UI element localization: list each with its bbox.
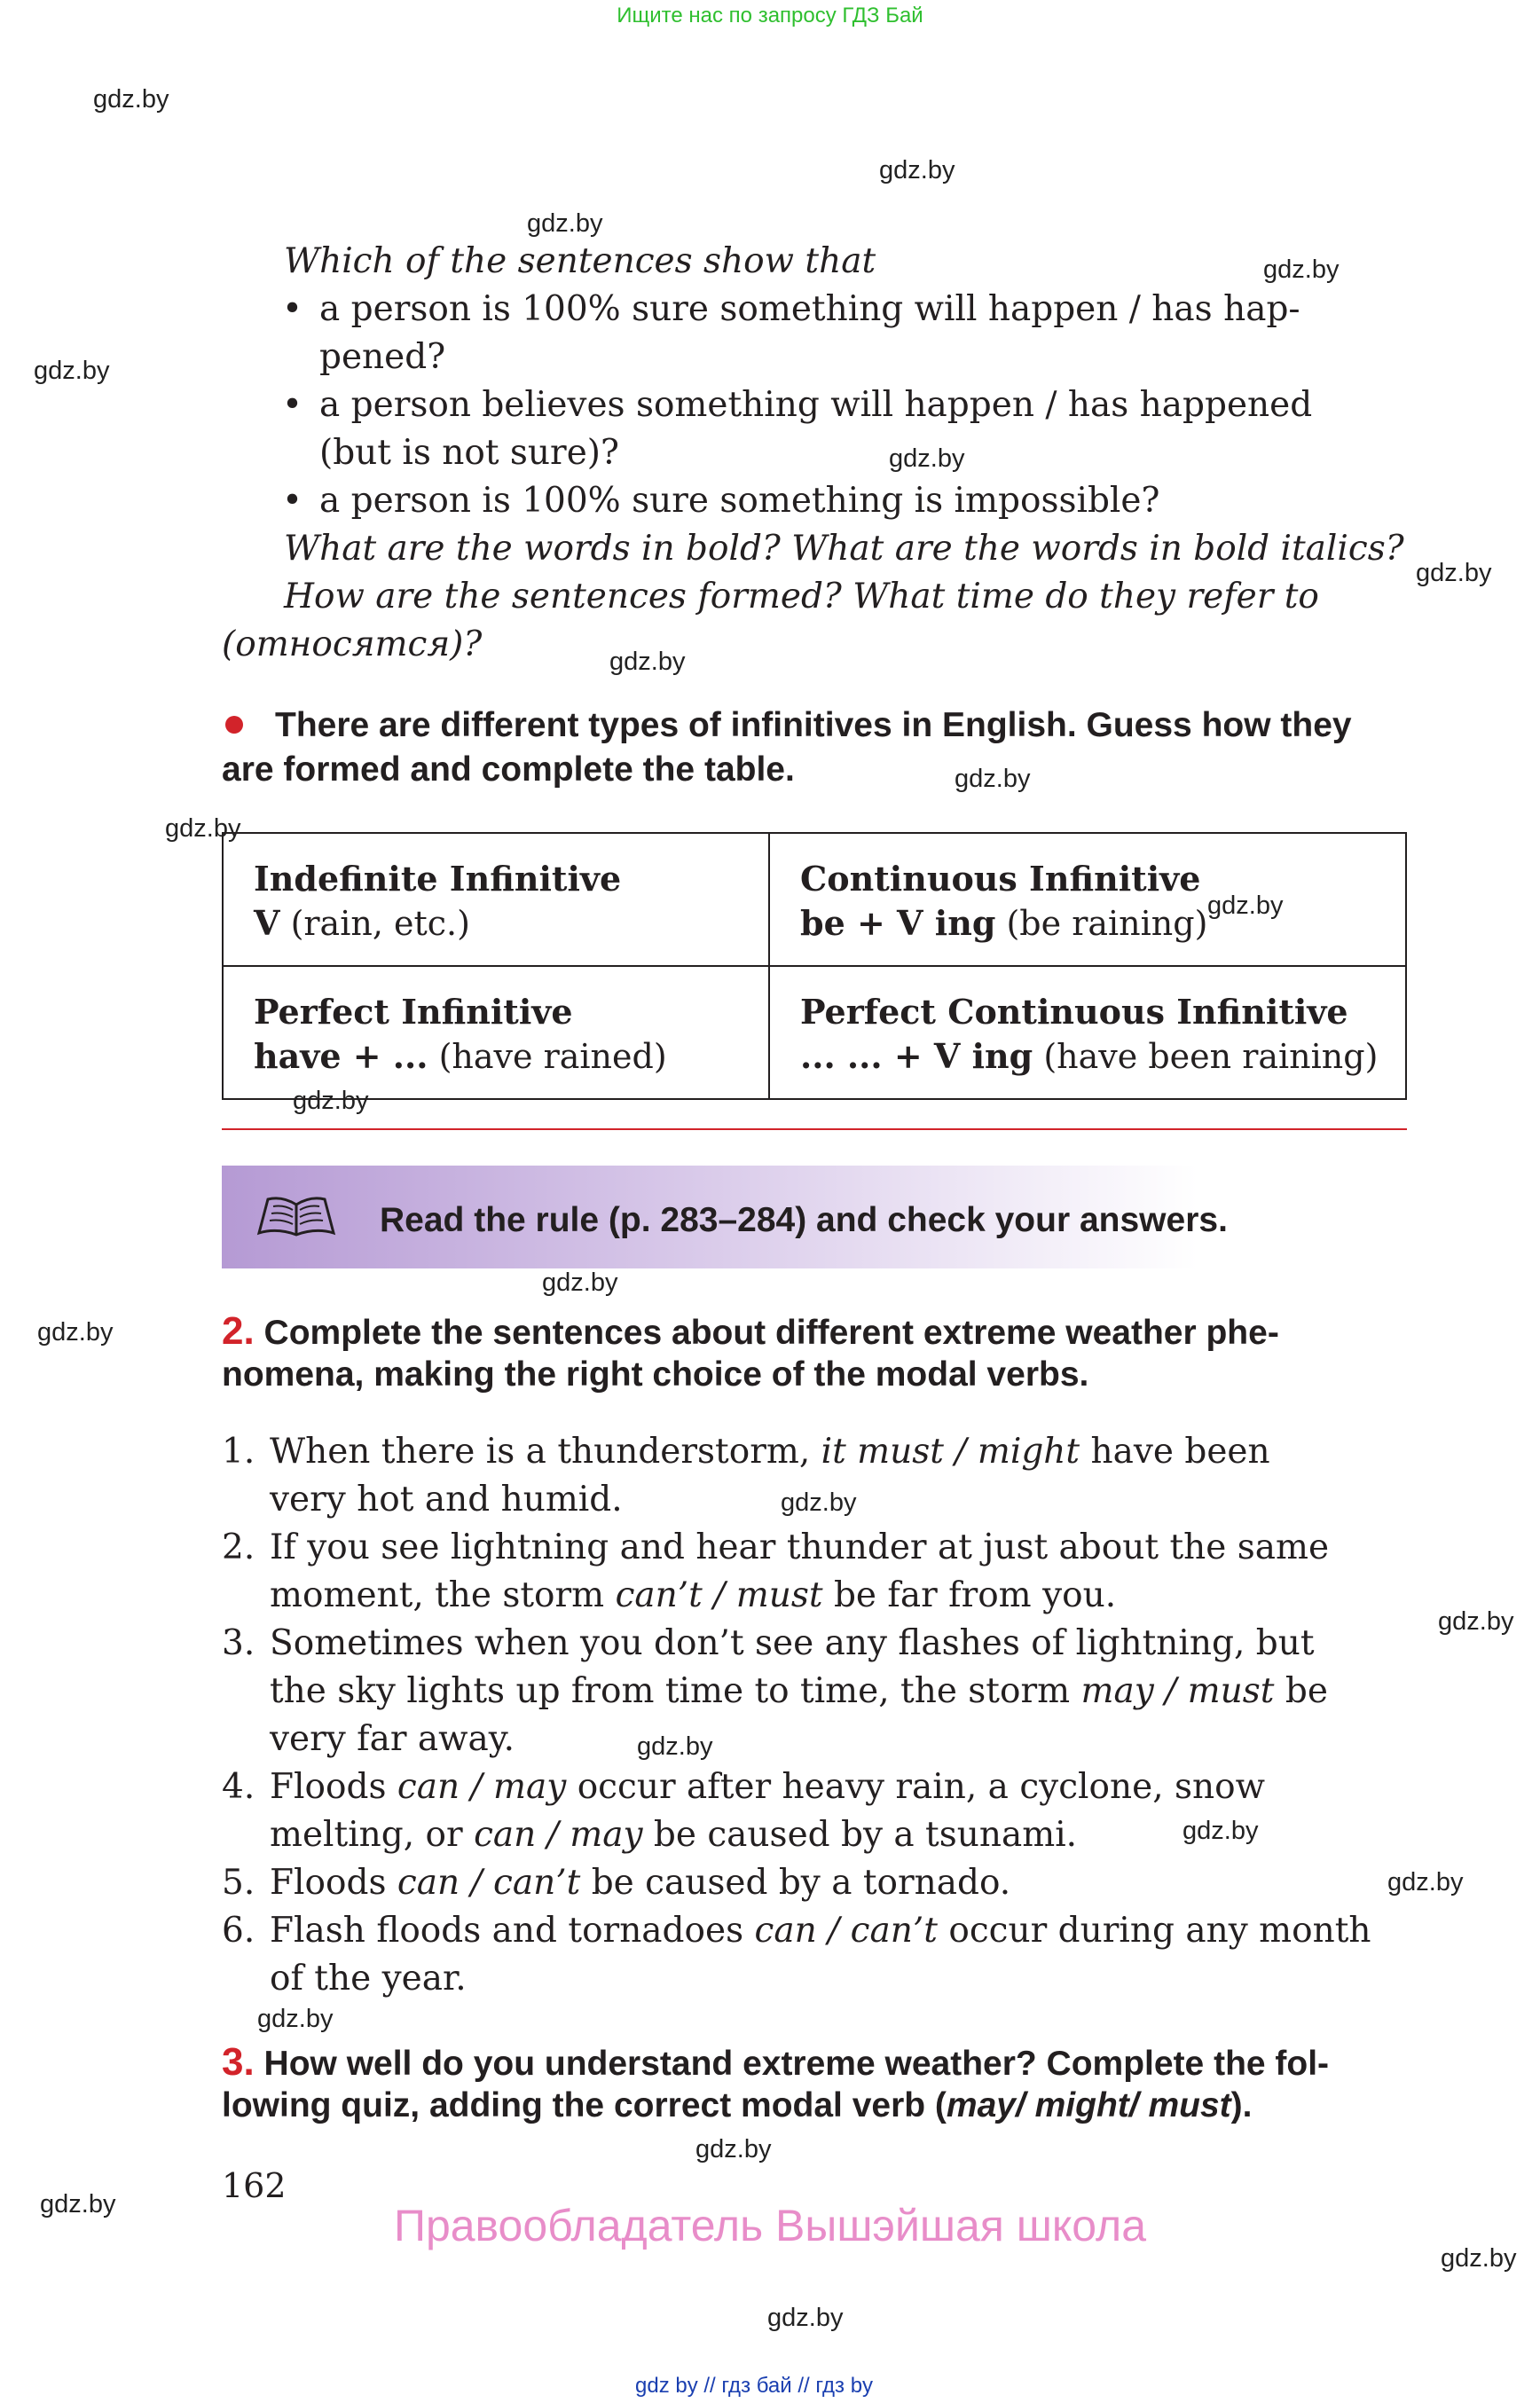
item-number: 1.	[222, 1432, 255, 1472]
bullet-text: (but is not sure)?	[319, 433, 619, 473]
exercise-2-heading-cont: nomena, making the right choice of the modal verbs.	[222, 1355, 1089, 1394]
table-cell	[769, 966, 1406, 1099]
watermark: gdz.by	[293, 1087, 369, 1115]
list-item-cont: moment, the storm can’t / must be far from you.	[270, 1575, 1117, 1615]
watermark: gdz.by	[609, 648, 686, 676]
cell-formula: ... ... + V ing (have been raining)	[800, 1036, 1379, 1076]
item-number: 3.	[222, 1623, 255, 1663]
watermark: gdz.by	[1182, 1817, 1259, 1845]
watermark: gdz.by	[1438, 1607, 1514, 1636]
watermark: gdz.by	[695, 2135, 772, 2163]
bullet-marker: •	[282, 385, 303, 425]
intro-question: Which of the sentences show that	[284, 241, 876, 281]
list-item: Floods can / may occur after heavy rain, a cyclone, snow	[270, 1767, 1265, 1807]
intro-question: What are the words in bold? What are the words in bold italics?	[284, 529, 1404, 569]
watermark: gdz.by	[1207, 891, 1284, 920]
watermark: gdz.by	[1387, 1868, 1464, 1896]
cell-formula: be + V ing (be raining)	[800, 903, 1208, 943]
red-bullet-icon	[225, 716, 243, 734]
watermark: gdz.by	[781, 1488, 857, 1517]
watermark: gdz.by	[955, 765, 1031, 793]
list-item-cont: very hot and humid.	[270, 1480, 623, 1520]
list-item: Floods can / can’t be caused by a tornado.	[270, 1863, 1011, 1903]
table-cell	[223, 833, 769, 966]
page-number: 162	[222, 2166, 287, 2205]
bullet-text: a person is 100% sure something is impossible?	[319, 481, 1160, 521]
intro-question: (относятся)?	[222, 624, 483, 664]
list-item-cont: of the year.	[270, 1959, 467, 1999]
cell-formula: V (rain, etc.)	[254, 903, 470, 943]
exercise-2-heading: 2. Complete the sentences about different extreme weather phe-	[222, 1309, 1279, 1353]
top-search-banner: Ищите нас по запросу ГДЗ Бай	[617, 4, 923, 27]
cell-title: Continuous Infinitive	[800, 859, 1201, 899]
footer-links[interactable]: gdz by // гдз бай // гдз by	[635, 2374, 874, 2398]
watermark: gdz.by	[1263, 255, 1340, 284]
cell-title: Indefinite Infinitive	[254, 859, 622, 899]
watermark: gdz.by	[1441, 2244, 1517, 2273]
bullet-text: a person is 100% sure something will happen / has hap-	[319, 289, 1300, 329]
list-item: When there is a thunderstorm, it must / might have been	[270, 1432, 1270, 1472]
watermark: gdz.by	[527, 209, 603, 238]
list-item-cont: melting, or can / may be caused by a tsunami.	[270, 1815, 1078, 1855]
list-item-cont: the sky lights up from time to time, the storm may / must be	[270, 1671, 1328, 1711]
watermark: gdz.by	[1416, 559, 1492, 587]
watermark: gdz.by	[767, 2304, 844, 2332]
infinitives-table	[222, 832, 1407, 1100]
section-divider	[222, 1128, 1407, 1130]
cell-formula: have + ... (have rained)	[254, 1036, 667, 1076]
list-item: Flash floods and tornadoes can / can’t occur during any month	[270, 1911, 1371, 1951]
item-number: 2.	[222, 1527, 255, 1567]
copyright-notice: Правообладатель Вышэйшая школа	[394, 2201, 1146, 2250]
table-cell	[769, 833, 1406, 966]
watermark: gdz.by	[93, 85, 169, 114]
watermark: gdz.by	[34, 357, 110, 385]
watermark: gdz.by	[542, 1268, 618, 1297]
table-cell	[223, 966, 769, 1099]
list-item: Sometimes when you don’t see any flashes of lightning, but	[270, 1623, 1315, 1663]
exercise-3-heading: 3. How well do you understand extreme weather? Complete the fol-	[222, 2040, 1330, 2084]
watermark: gdz.by	[37, 1318, 114, 1347]
task-infinitives-line1: There are different types of infinitives in English. Guess how they	[275, 706, 1352, 744]
cell-title: Perfect Infinitive	[254, 992, 573, 1032]
cell-title: Perfect Continuous Infinitive	[800, 992, 1348, 1032]
item-number: 4.	[222, 1767, 255, 1807]
bullet-marker: •	[282, 289, 303, 329]
intro-question: How are the sentences formed? What time do they refer to	[284, 577, 1319, 616]
item-number: 6.	[222, 1911, 255, 1951]
watermark: gdz.by	[257, 2005, 334, 2033]
bullet-text: a person believes something will happen / has happened	[319, 385, 1313, 425]
item-number: 5.	[222, 1863, 255, 1903]
list-item-cont: very far away.	[270, 1719, 515, 1759]
open-book-icon	[255, 1194, 337, 1240]
bullet-marker: •	[282, 481, 303, 521]
watermark: gdz.by	[40, 2190, 116, 2218]
watermark: gdz.by	[637, 1732, 713, 1761]
rule-banner-text: Read the rule (p. 283–284) and check your answers.	[380, 1201, 1228, 1239]
exercise-3-heading-cont: lowing quiz, adding the correct modal verb (may/ might/ must).	[222, 2086, 1253, 2124]
list-item: If you see lightning and hear thunder at just about the same	[270, 1527, 1330, 1567]
bullet-text: pened?	[319, 337, 446, 377]
task-infinitives-line2: are formed and complete the table.	[222, 750, 795, 789]
watermark: gdz.by	[879, 156, 955, 185]
watermark: gdz.by	[165, 814, 241, 843]
watermark: gdz.by	[889, 444, 965, 473]
